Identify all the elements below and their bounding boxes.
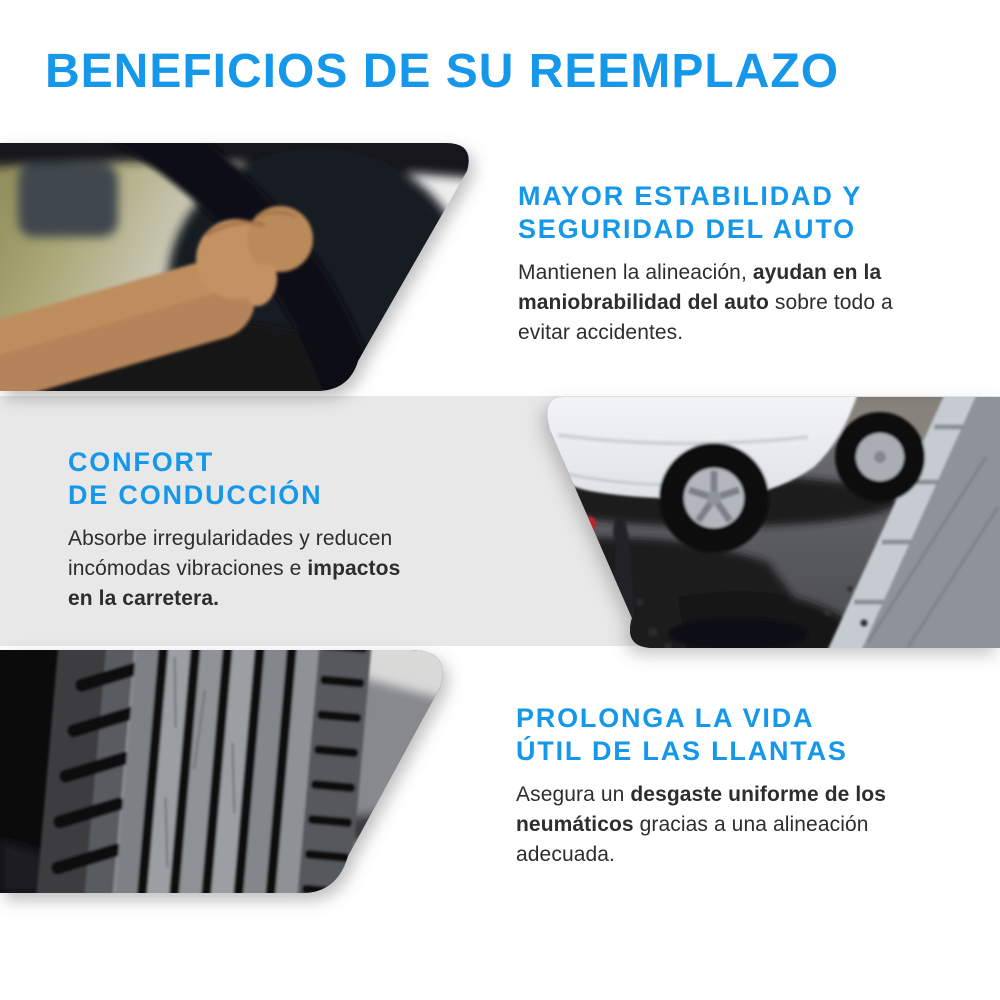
- section-heading-line1: CONFORT: [68, 447, 215, 477]
- tire-tread-illustration: [0, 650, 460, 893]
- section-heading: [516, 702, 916, 768]
- section-estabilidad: [518, 180, 918, 348]
- body-text-segment: ayudan en la maniobrabilidad del auto: [518, 261, 882, 314]
- section-body: [68, 524, 414, 614]
- section-heading-line2: ÚTIL DE LAS LLANTAS: [516, 736, 848, 766]
- tire-tread-closeup-photo: [0, 650, 460, 893]
- section-heading-line2: SEGURIDAD DEL AUTO: [518, 214, 856, 244]
- section-llantas: [516, 702, 916, 870]
- section-heading-line1: PROLONGA LA VIDA: [516, 703, 815, 733]
- section-heading: [68, 446, 414, 512]
- body-text-segment: Mantienen la alineación,: [518, 261, 753, 284]
- body-text-segment: sobre todo a evitar accidentes.: [518, 291, 893, 344]
- section-body: [516, 780, 916, 870]
- section-heading-line1: MAYOR ESTABILIDAD Y: [518, 181, 863, 211]
- steering-wheel-illustration: [0, 143, 475, 391]
- body-text-segment: impactos en la carretera.: [68, 557, 401, 610]
- section-confort: [68, 446, 414, 614]
- body-text-segment: desgaste uniforme de los neumáticos: [516, 783, 886, 836]
- page-title: BENEFICIOS DE SU REEMPLAZO: [45, 45, 840, 98]
- body-text-segment: Asegura un: [516, 783, 631, 806]
- car-pothole-illustration: [528, 397, 1000, 648]
- section-heading: [518, 180, 918, 246]
- body-text-segment: Absorbe irregularidades y reducen incómodas vibraciones e: [68, 527, 393, 580]
- hands-on-steering-wheel-photo: [0, 143, 475, 391]
- car-driving-through-pothole-photo: [528, 397, 1000, 648]
- section-heading-line2: DE CONDUCCIÓN: [68, 480, 323, 510]
- section-body: [518, 258, 918, 348]
- body-text-segment: gracias a una alineación adecuada.: [516, 813, 869, 866]
